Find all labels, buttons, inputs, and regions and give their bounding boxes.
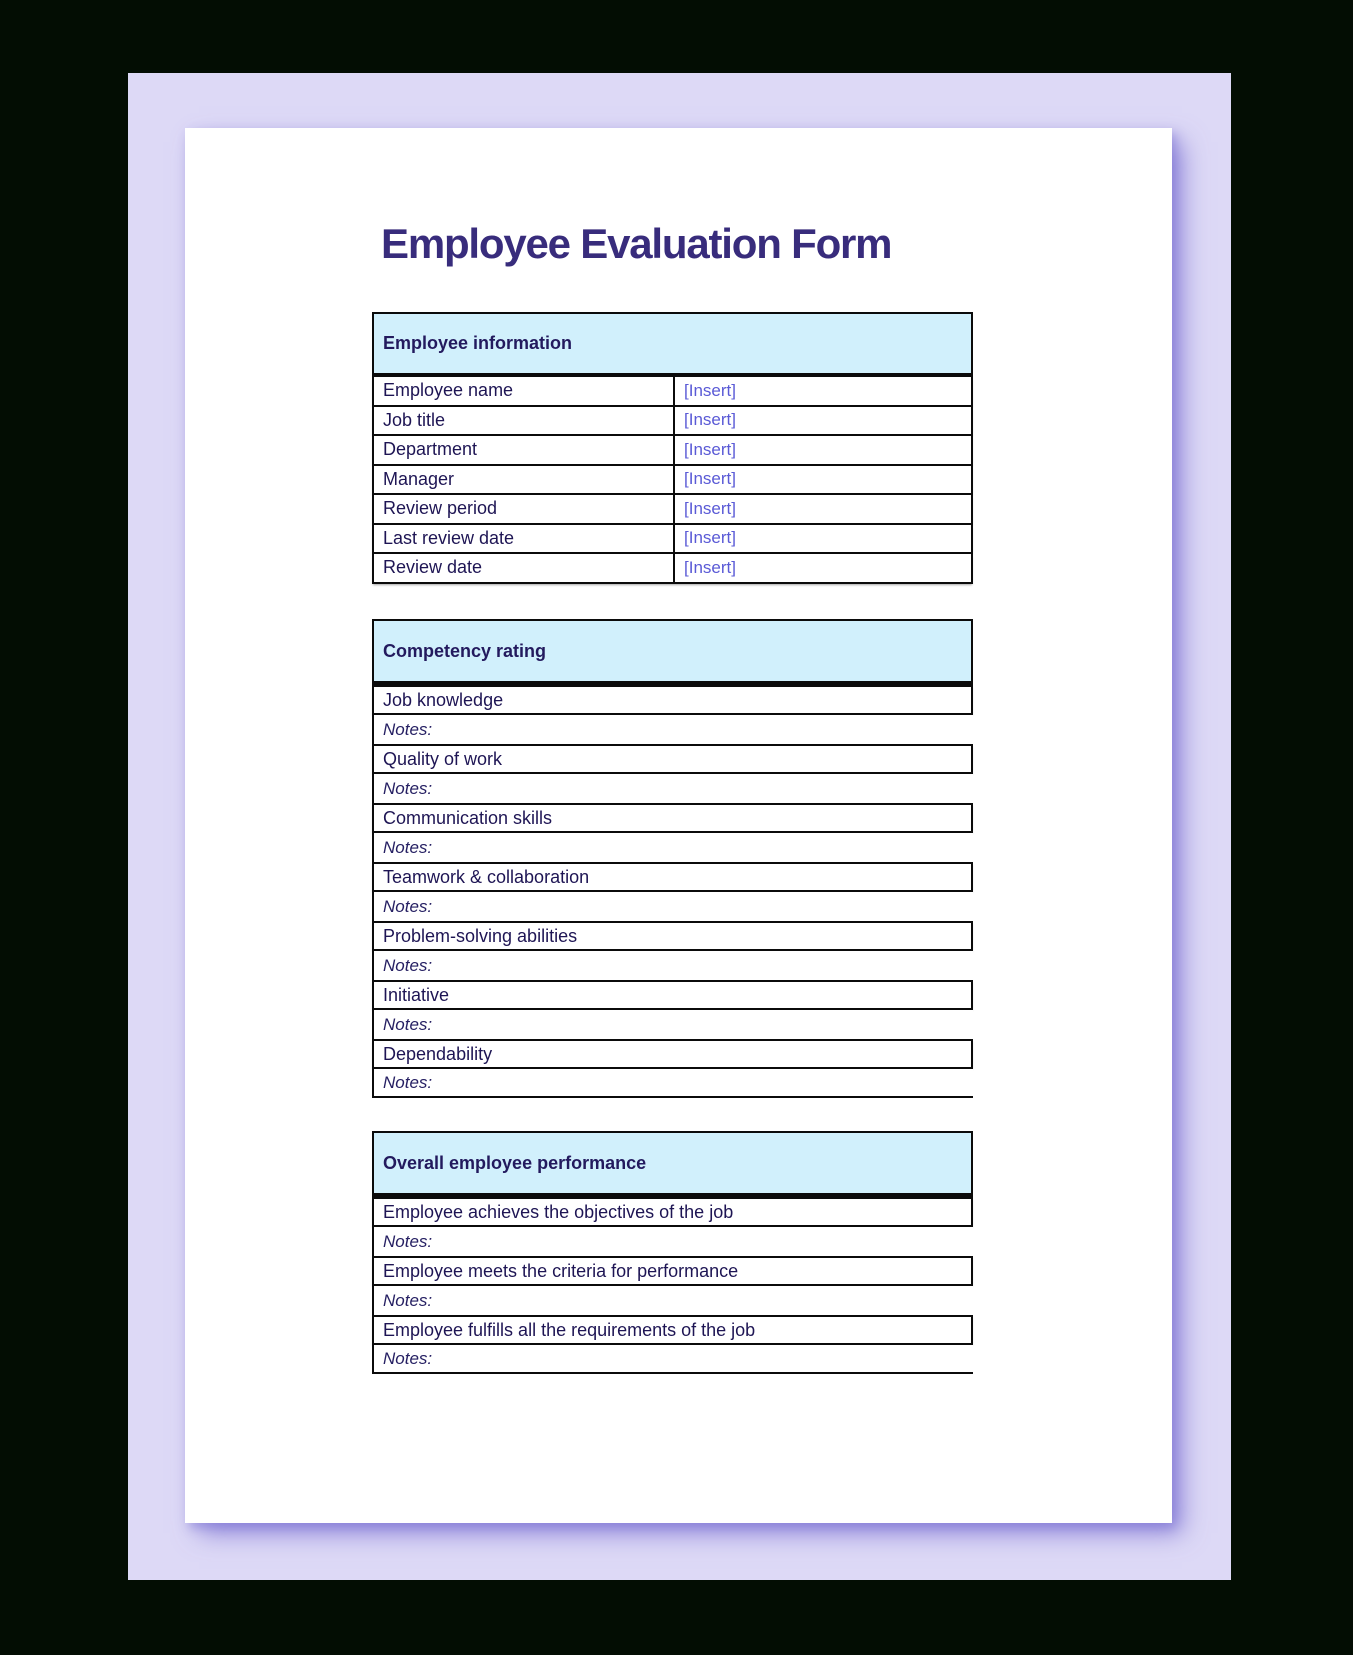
competency-label: Quality of work [383,748,503,769]
competency-label: Teamwork & collaboration [383,866,590,887]
field-label: Department [374,436,675,464]
section-header-employee-information [372,312,973,377]
notes-label: Notes: [383,1348,433,1368]
notes-row[interactable] [372,1010,973,1039]
field-row [372,525,973,555]
notes-label: Notes: [383,1231,433,1251]
competency-row [372,980,973,1010]
performance-row [372,1315,973,1345]
notes-label: Notes: [383,837,433,857]
section-employee-information [372,312,973,584]
notes-label: Notes: [383,955,433,975]
notes-row[interactable] [372,1227,973,1256]
performance-label: Employee fulfills all the requirements of the job [383,1319,756,1340]
competency-row [372,744,973,774]
competency-label: Job knowledge [383,689,504,710]
field-label: Review date [374,554,675,582]
section-header-competency-rating [372,619,973,685]
competency-row [372,803,973,833]
competency-label: Dependability [383,1043,493,1064]
document-page [185,128,1172,1523]
performance-row [372,1197,973,1227]
field-value-insert[interactable]: [Insert] [684,469,736,489]
field-label: Employee name [374,377,675,405]
competency-row [372,1039,973,1069]
field-value-insert[interactable]: [Insert] [684,498,736,518]
field-row [372,436,973,466]
field-row [372,554,973,584]
notes-row[interactable] [372,833,973,862]
notes-row[interactable] [372,774,973,803]
field-value-insert[interactable]: [Insert] [684,410,736,430]
document-title: Employee Evaluation Form [381,220,892,267]
field-value-insert[interactable]: [Insert] [684,380,736,400]
notes-row[interactable] [372,951,973,980]
notes-row[interactable] [372,1069,973,1098]
field-row [372,377,973,407]
notes-label: Notes: [383,778,433,798]
field-value-insert[interactable]: [Insert] [684,528,736,548]
section-title: Competency rating [383,640,547,661]
field-label: Review period [374,495,675,523]
field-label: Last review date [374,525,675,553]
field-value-insert[interactable]: [Insert] [684,557,736,577]
notes-row[interactable] [372,1286,973,1315]
section-title: Overall employee performance [383,1152,647,1173]
notes-label: Notes: [383,1290,433,1310]
competency-label: Initiative [383,984,450,1005]
field-label: Job title [374,407,675,435]
competency-label: Problem-solving abilities [383,925,578,946]
performance-label: Employee meets the criteria for performance [383,1260,739,1281]
performance-label: Employee achieves the objectives of the job [383,1201,734,1222]
performance-row [372,1256,973,1286]
notes-row[interactable] [372,715,973,744]
section-header-overall-performance [372,1131,973,1197]
section-competency-rating [372,619,973,1098]
notes-label: Notes: [383,1072,433,1092]
notes-label: Notes: [383,719,433,739]
notes-row[interactable] [372,1345,973,1374]
field-row [372,407,973,437]
field-row [372,495,973,525]
competency-row [372,862,973,892]
notes-label: Notes: [383,896,433,916]
section-overall-performance [372,1131,973,1374]
competency-row [372,685,973,715]
field-value-insert[interactable]: [Insert] [684,439,736,459]
field-row [372,466,973,496]
notes-label: Notes: [383,1014,433,1034]
competency-label: Communication skills [383,807,553,828]
section-title: Employee information [383,333,573,353]
competency-row [372,921,973,951]
field-label: Manager [374,466,675,494]
notes-row[interactable] [372,892,973,921]
